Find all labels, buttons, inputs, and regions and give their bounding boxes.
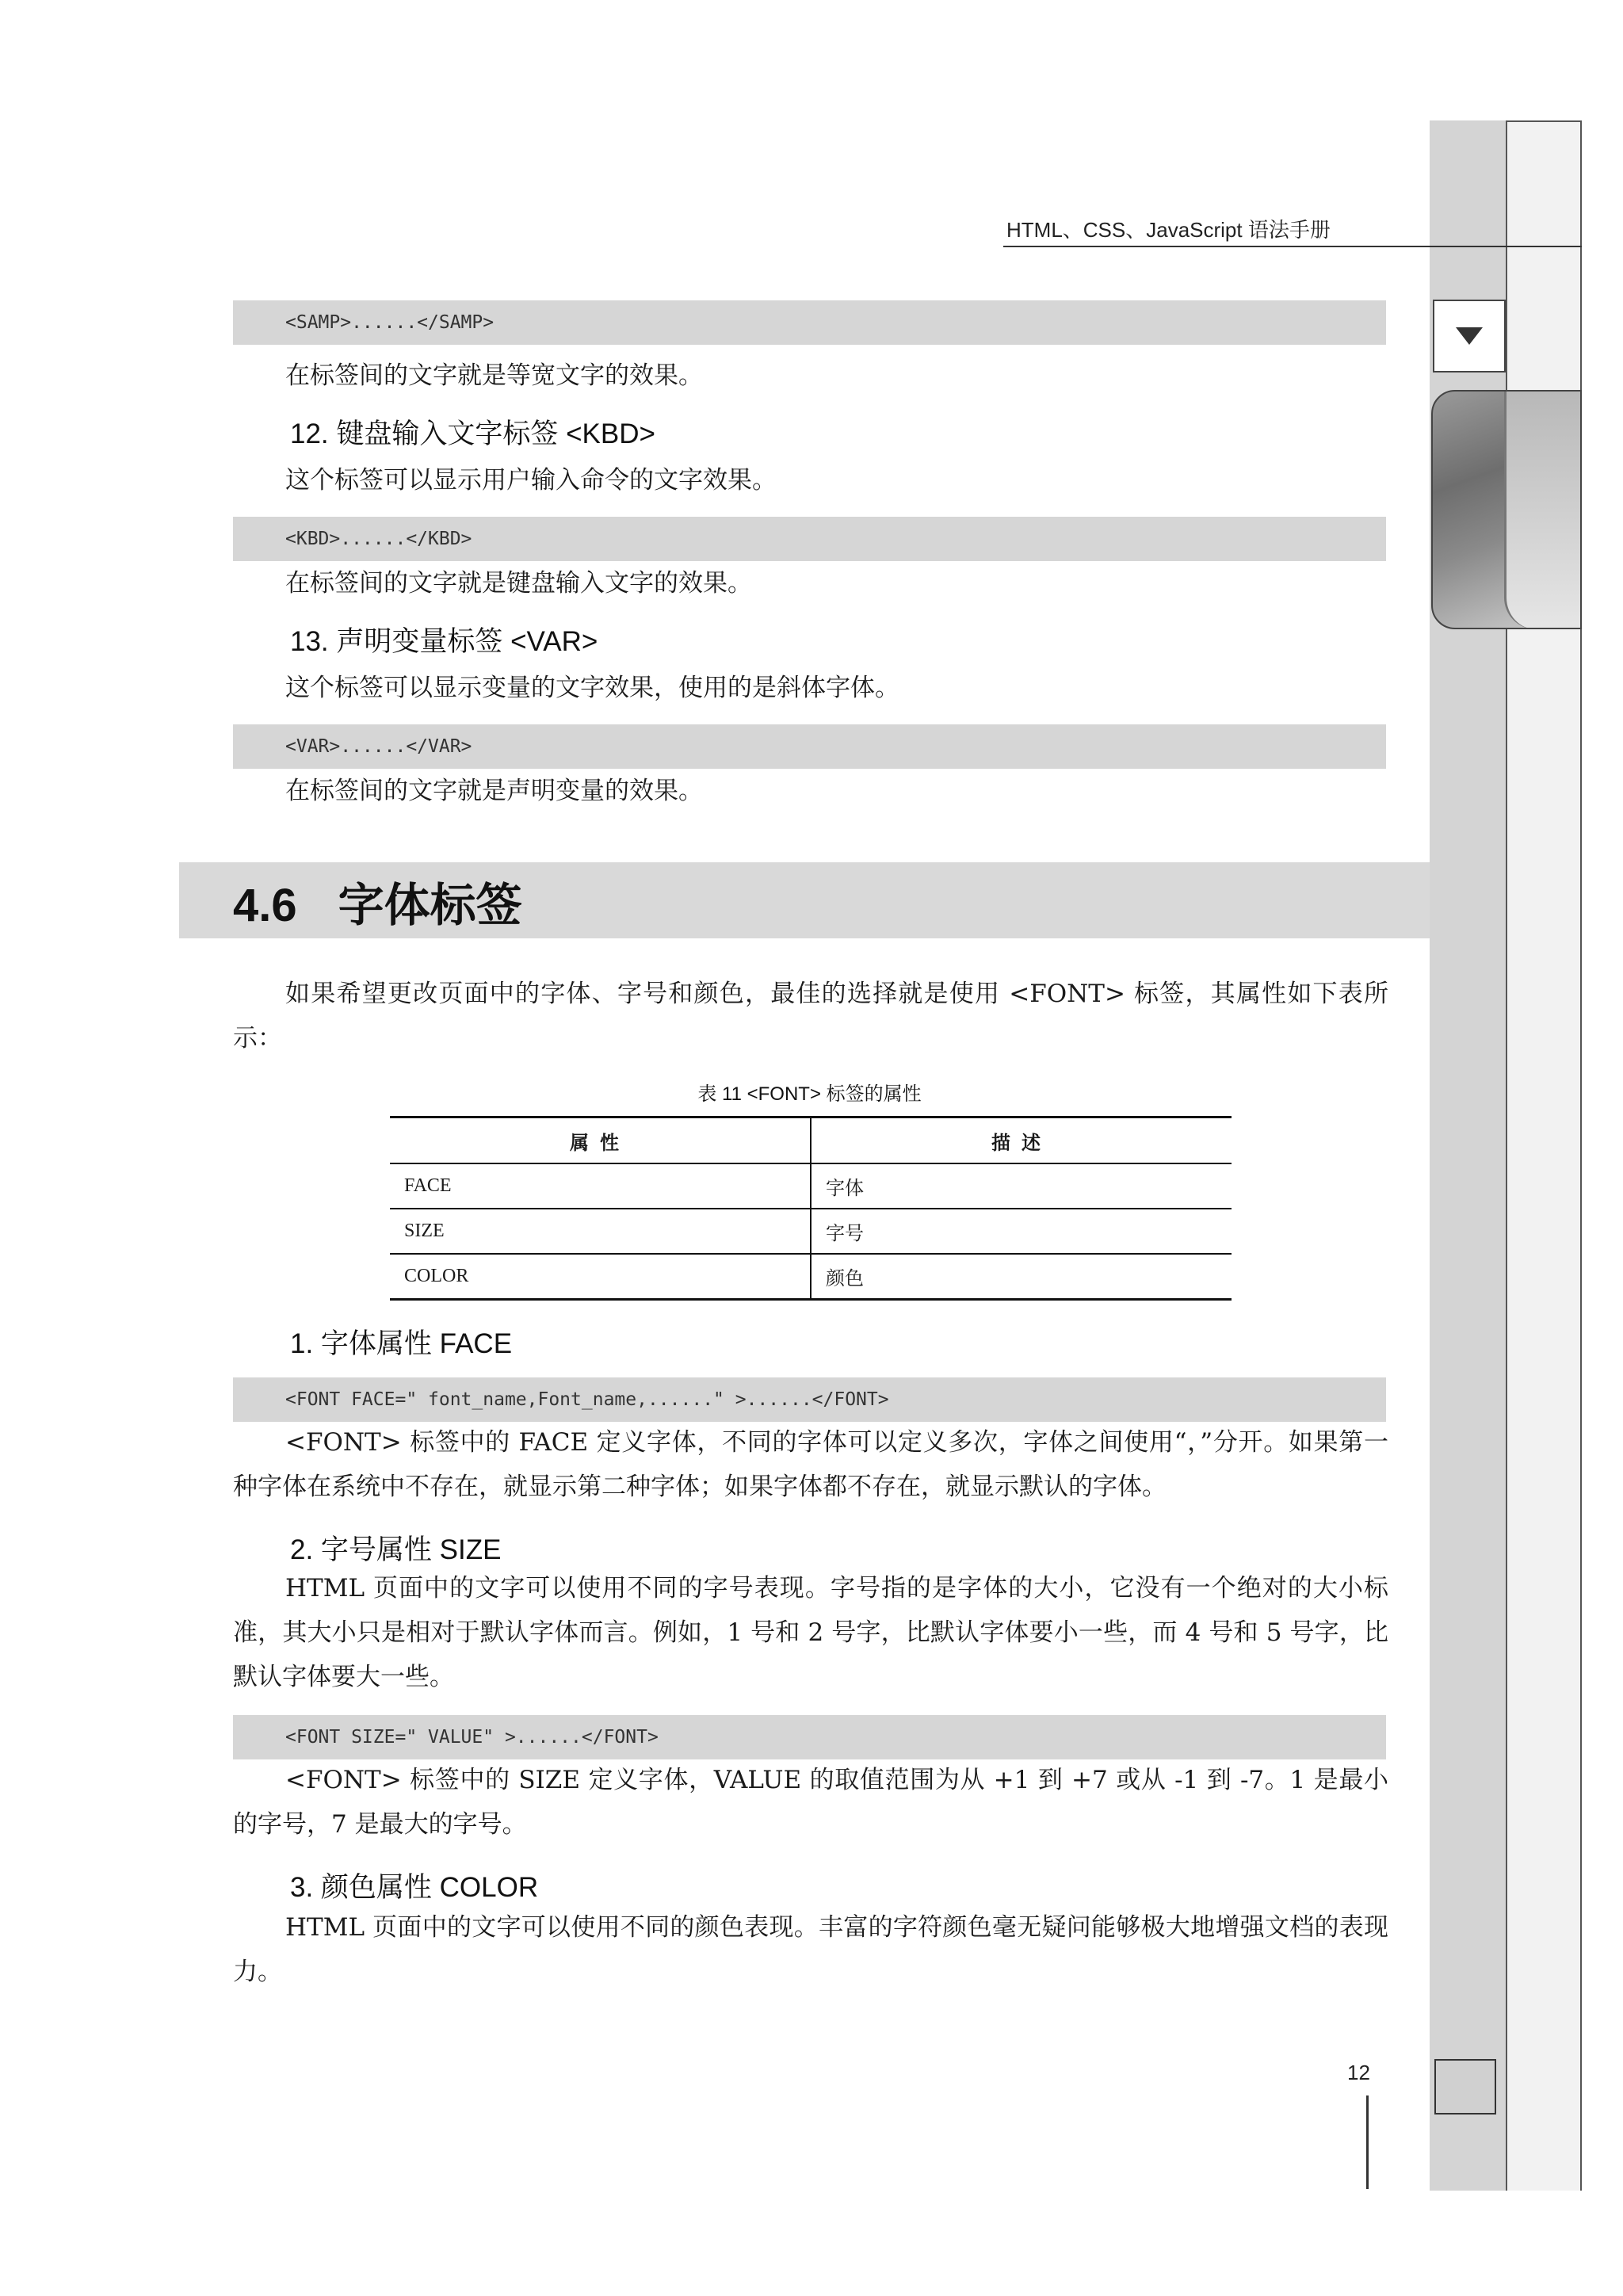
size-description: <FONT> 标签中的 SIZE 定义字体，VALUE 的取值范围为从 +1 到 +7 或从 -1 到 -7。1 是最小的字号，7 是最大的字号。 [233, 1766, 1388, 1839]
font-attributes-table [390, 1116, 1232, 1301]
kbd-intro: 这个标签可以显示用户输入命令的文字效果。 [285, 466, 777, 495]
code-block-var: <VAR>......</VAR> [233, 724, 1386, 769]
page-marker-line [1366, 2095, 1369, 2189]
face-description: <FONT> 标签中的 FACE 定义字体，不同的字体可以定义多次，字体之间使用“，”分开。如果第一种字体在系统中不存在，就显示第二种字体；如果字体都不存在，就显示默认的字体。 [233, 1428, 1388, 1501]
page-marker-box [1434, 2059, 1496, 2115]
var-heading: 13. 声明变量标签 <VAR> [290, 626, 598, 657]
color-intro: HTML 页面中的文字可以使用不同的颜色表现。丰富的字符颜色毫无疑问能够极大地增强文档的表现力。 [233, 1913, 1388, 1986]
table-cell: COLOR [390, 1254, 811, 1300]
code-block-face: <FONT FACE=" font_name,Font_name,......" >......</FONT> [233, 1377, 1386, 1422]
section-heading [233, 868, 522, 934]
section-intro: 如果希望更改页面中的字体、字号和颜色，最佳的选择就是使用 <FONT> 标签，其属性如下表所示： [233, 980, 1388, 1052]
table-header-attribute: 属性 [390, 1117, 811, 1164]
table-row [390, 1163, 1232, 1209]
table-cell: SIZE [390, 1209, 811, 1254]
table-cell: 字体 [811, 1163, 1232, 1209]
size-heading: 2. 字号属性 SIZE [290, 1534, 502, 1565]
table-cell: FACE [390, 1163, 811, 1209]
samp-description: 在标签间的文字就是等宽文字的效果。 [285, 361, 703, 390]
code-block-size: <FONT SIZE=" VALUE" >......</FONT> [233, 1715, 1386, 1759]
running-header: HTML、CSS、JavaScript 语法手册 [1006, 218, 1331, 242]
kbd-heading: 12. 键盘输入文字标签 <KBD> [290, 418, 655, 449]
table-cell: 颜色 [811, 1254, 1232, 1300]
code-block-kbd: <KBD>......</KBD> [233, 517, 1386, 561]
page-number: 12 [1347, 2061, 1370, 2084]
table-cell: 字号 [811, 1209, 1232, 1254]
table-caption: 表 11 <FONT> 标签的属性 [697, 1083, 922, 1105]
table-row [390, 1254, 1232, 1300]
thumb-tab-icon [1431, 390, 1582, 629]
code-block-samp: <SAMP>......</SAMP> [233, 300, 1386, 345]
header-rule [1003, 246, 1582, 247]
kbd-description: 在标签间的文字就是键盘输入文字的效果。 [285, 569, 752, 598]
section-title: 字体标签 [338, 880, 522, 931]
face-heading: 1. 字体属性 FACE [290, 1328, 513, 1359]
section-number: 4.6 [233, 880, 297, 931]
var-intro: 这个标签可以显示变量的文字效果，使用的是斜体字体。 [285, 674, 899, 702]
var-description: 在标签间的文字就是声明变量的效果。 [285, 777, 703, 805]
table-row [390, 1209, 1232, 1254]
color-heading: 3. 颜色属性 COLOR [290, 1872, 539, 1903]
size-intro: HTML 页面中的文字可以使用不同的字号表现。字号指的是字体的大小，它没有一个绝对的大小标准，其大小只是相对于默认字体而言。例如，1 号和 2 号字，比默认字体要小一些，而 4 号和 5 号字，比默认字体要大一些。 [233, 1574, 1388, 1691]
table-header-description: 描述 [811, 1117, 1232, 1164]
chevron-down-icon[interactable] [1433, 300, 1506, 372]
